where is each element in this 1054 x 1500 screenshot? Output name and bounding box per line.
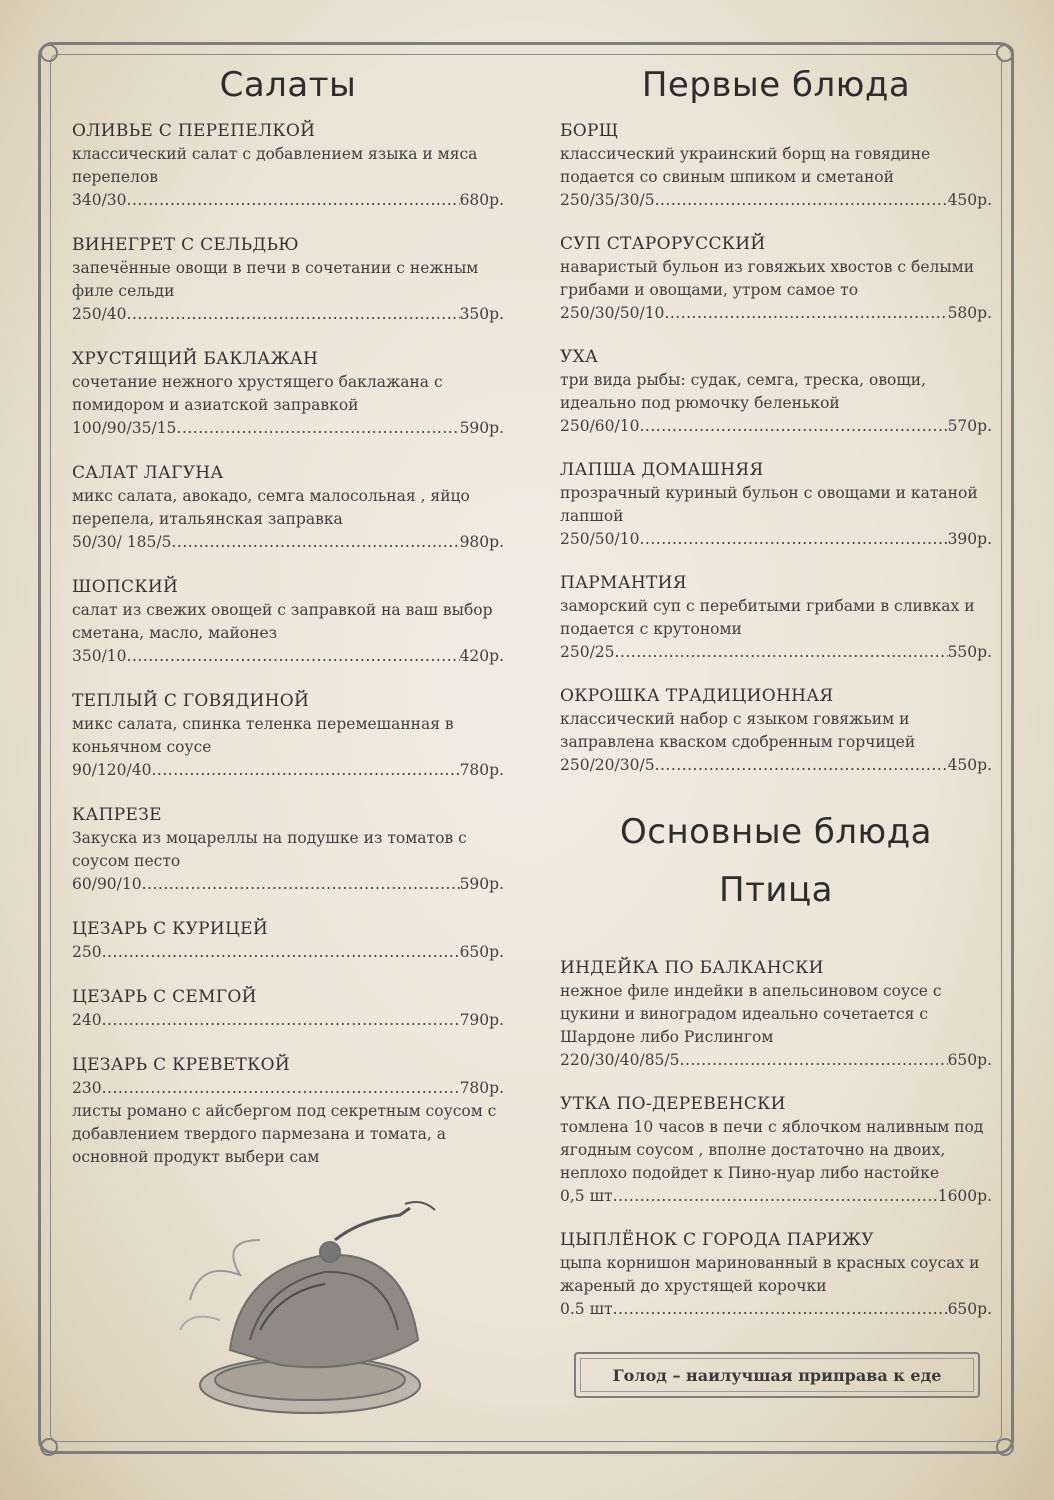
item-price: 980р.: [459, 533, 504, 551]
item-weight: 0.5 шт: [560, 1300, 613, 1318]
item-weight: 240: [72, 1011, 102, 1029]
item-description: нежное филе индейки в апельсиновом соусе с: [560, 982, 942, 1000]
item-description: лапшой: [560, 507, 624, 525]
item-price: 590р.: [459, 419, 504, 437]
menu-item: [72, 804, 504, 896]
item-weight: 250/20/30/5: [560, 756, 655, 774]
dot-leader: [615, 641, 948, 664]
caesar-note: листы романо с айсбергом под секретным соусом с: [72, 1102, 497, 1120]
item-price-row: [560, 641, 992, 664]
menu-item: [72, 1054, 504, 1100]
item-name: ЛАПША ДОМАШНЯЯ: [560, 460, 764, 480]
item-weight: 250/25: [560, 643, 615, 661]
item-price: 580р.: [947, 304, 992, 322]
item-price-row: [72, 303, 504, 326]
item-description: сочетание нежного хрустящего баклажана с: [72, 373, 443, 391]
item-weight: 100/90/35/15: [72, 419, 177, 437]
item-price: 780р.: [459, 1079, 504, 1097]
item-weight: 250/50/10: [560, 530, 640, 548]
item-price-row: [560, 1298, 992, 1321]
item-description: наваристый бульон из говяжьих хвостов с белыми: [560, 258, 975, 276]
item-name: ЦЕЗАРЬ С СЕМГОЙ: [72, 987, 257, 1007]
item-description: цыпа корнишон маринованный в красных соусах и: [560, 1254, 980, 1272]
dot-leader: [172, 531, 460, 554]
salads-column: [72, 60, 504, 1169]
item-weight: 340/30: [72, 191, 127, 209]
item-weight: 220/30/40/85/5: [560, 1051, 680, 1069]
item-price: 590р.: [459, 875, 504, 893]
mains-title: Основные блюда: [620, 812, 932, 852]
item-name: ИНДЕЙКА ПО БАЛКАНСКИ: [560, 958, 824, 978]
item-description: Закуска из моцареллы на подушке из томатов с: [72, 829, 467, 847]
item-description: подается со свиным шпиком и сметаной: [560, 168, 894, 186]
item-price-row: [72, 941, 504, 964]
dot-leader: [127, 645, 460, 668]
item-name: ШОПСКИЙ: [72, 577, 179, 597]
item-name: КАПРЕЗЕ: [72, 805, 162, 825]
item-price-row: [560, 1185, 992, 1208]
corner-ornament: [996, 44, 1014, 62]
item-weight: 0,5 шт: [560, 1187, 613, 1205]
menu-item: [72, 348, 504, 440]
menu-item: [560, 233, 992, 325]
item-description: ягодным соусом , вполне достаточно на двоих,: [560, 1141, 946, 1159]
caesar-note: добавлением твердого пармезана и томата, а: [72, 1125, 446, 1143]
menu-item: [72, 918, 504, 964]
item-price: 1600р.: [937, 1187, 992, 1205]
item-description: томлена 10 часов в печи с яблочком наливным под: [560, 1118, 984, 1136]
item-weight: 350/10: [72, 647, 127, 665]
item-price: 790р.: [459, 1011, 504, 1029]
item-weight: 250: [72, 943, 102, 961]
item-price: 650р.: [947, 1051, 992, 1069]
item-name: ВИНЕГРЕТ С СЕЛЬДЬЮ: [72, 235, 299, 255]
item-name: ТЕПЛЫЙ С ГОВЯДИНОЙ: [72, 691, 310, 711]
item-price-row: [72, 873, 504, 896]
item-description: заморский суп с перебитыми грибами в сливках и: [560, 597, 975, 615]
item-price: 450р.: [947, 191, 992, 209]
cloche-illustration: [160, 1180, 460, 1440]
dot-leader: [680, 1049, 948, 1072]
item-name: ПАРМАНТИЯ: [560, 573, 687, 593]
item-description: коньячном соусе: [72, 738, 212, 756]
item-description: классический салат с добавлением языка и мяса: [72, 145, 478, 163]
item-description: сметана, масло, майонез: [72, 624, 278, 642]
item-description: помидором и азиатской заправкой: [72, 396, 359, 414]
item-price-row: [72, 759, 504, 782]
item-weight: 250/40: [72, 305, 127, 323]
item-price-row: [72, 1077, 504, 1100]
menu-item: [560, 1093, 992, 1208]
item-description: грибами и овощами, утром самое то: [560, 281, 859, 299]
item-price-row: [560, 1049, 992, 1072]
item-price: 570р.: [947, 417, 992, 435]
item-description: перепелов: [72, 168, 159, 186]
item-description: классический украинский борщ на говядине: [560, 145, 931, 163]
item-description: перепела, итальянская заправка: [72, 510, 343, 528]
item-price: 650р.: [947, 1300, 992, 1318]
right-column: [560, 60, 992, 1321]
item-price: 780р.: [459, 761, 504, 779]
item-description: заправлена кваском сдобренным горчицей: [560, 733, 916, 751]
dot-leader: [639, 528, 947, 551]
dot-leader: [655, 754, 948, 777]
dot-leader: [127, 303, 460, 326]
item-price-row: [72, 645, 504, 668]
corner-ornament: [996, 1438, 1014, 1456]
menu-item: [560, 120, 992, 212]
menu-item: [72, 576, 504, 668]
dot-leader: [102, 1077, 460, 1100]
soups-list: [560, 120, 992, 777]
item-name: ХРУСТЯЩИЙ БАКЛАЖАН: [72, 349, 319, 369]
dot-leader: [664, 302, 947, 325]
item-description: филе сельди: [72, 282, 175, 300]
item-price: 420р.: [459, 647, 504, 665]
item-weight: 250/35/30/5: [560, 191, 655, 209]
salads-title: Салаты: [219, 65, 357, 105]
item-description: классический набор с языком говяжьим и: [560, 710, 910, 728]
item-description: прозрачный куриный бульон с овощами и катаной: [560, 484, 978, 502]
item-price-row: [560, 415, 992, 438]
dot-leader: [142, 873, 460, 896]
item-price: 680р.: [459, 191, 504, 209]
quote-box: [574, 1352, 980, 1398]
item-description: соусом песто: [72, 852, 181, 870]
item-weight: 230: [72, 1079, 102, 1097]
item-description: салат из свежих овощей с заправкой на ваш выбор: [72, 601, 493, 619]
item-weight: 50/30/ 185/5: [72, 533, 172, 551]
menu-item: [72, 986, 504, 1032]
menu-item: [72, 120, 504, 212]
item-price-row: [560, 754, 992, 777]
item-price: 390р.: [947, 530, 992, 548]
dot-leader: [102, 1009, 460, 1032]
item-price: 550р.: [947, 643, 992, 661]
menu-item: [72, 234, 504, 326]
item-description: идеально под рюмочку беленькой: [560, 394, 840, 412]
item-weight: 90/120/40: [72, 761, 152, 779]
item-name: ОКРОШКА ТРАДИЦИОННАЯ: [560, 686, 834, 706]
item-description: три вида рыбы: судак, семга, треска, овощи,: [560, 371, 927, 389]
dot-leader: [639, 415, 947, 438]
item-price: 350р.: [459, 305, 504, 323]
item-weight: 250/30/50/10: [560, 304, 665, 322]
item-price-row: [560, 189, 992, 212]
item-description: жареный до хрустящей корочки: [560, 1277, 827, 1295]
dot-leader: [176, 417, 459, 440]
item-name: БОРЩ: [560, 121, 619, 141]
item-name: ЦЕЗАРЬ С КУРИЦЕЙ: [72, 919, 268, 939]
menu-item: [72, 690, 504, 782]
menu-item: [560, 957, 992, 1072]
item-name: СУП СТАРОРУССКИЙ: [560, 234, 766, 254]
item-name: САЛАТ ЛАГУНА: [72, 463, 224, 483]
menu-item: [560, 1229, 992, 1321]
mains-list: [560, 957, 992, 1321]
item-name: ЦЫПЛЁНОК С ГОРОДА ПАРИЖУ: [560, 1230, 874, 1250]
item-description: неплохо подойдет к Пино-нуар либо настойке: [560, 1164, 940, 1182]
dot-leader: [151, 759, 459, 782]
item-price: 450р.: [947, 756, 992, 774]
menu-item: [560, 459, 992, 551]
dot-leader: [102, 941, 460, 964]
item-price-row: [72, 531, 504, 554]
quote-text: Голод – наилучшая приправа к еде: [612, 1365, 942, 1385]
dot-leader: [127, 189, 460, 212]
corner-ornament: [40, 1438, 58, 1456]
item-price: 650р.: [459, 943, 504, 961]
caesar-note: основной продукт выбери сам: [72, 1148, 320, 1166]
item-description: микс салата, спинка теленка перемешанная в: [72, 715, 454, 733]
item-price-row: [72, 1009, 504, 1032]
salads-list: [72, 120, 504, 1169]
item-description: подается с крутономи: [560, 620, 742, 638]
corner-ornament: [40, 44, 58, 62]
mains-subtitle: Птица: [719, 870, 833, 910]
item-name: УТКА ПО-ДЕРЕВЕНСКИ: [560, 1094, 786, 1114]
menu-item: [560, 572, 992, 664]
item-price-row: [560, 528, 992, 551]
soups-title: Первые блюда: [641, 65, 911, 105]
item-price-row: [72, 189, 504, 212]
menu-item: [72, 462, 504, 554]
item-name: ЦЕЗАРЬ С КРЕВЕТКОЙ: [72, 1055, 290, 1075]
menu-item: [560, 346, 992, 438]
item-description: цукини и виноградом идеально сочетается с: [560, 1005, 929, 1023]
item-name: УХА: [560, 347, 599, 367]
item-description: запечённые овощи в печи в сочетании с нежным: [72, 259, 479, 277]
dot-leader: [655, 189, 948, 212]
item-description: микс салата, авокадо, семга малосольная , яйцо: [72, 487, 470, 505]
item-weight: 60/90/10: [72, 875, 142, 893]
dot-leader: [613, 1298, 948, 1321]
dot-leader: [613, 1185, 938, 1208]
item-price-row: [560, 302, 992, 325]
item-price-row: [72, 417, 504, 440]
item-description: Шардоне либо Рислингом: [560, 1028, 774, 1046]
item-weight: 250/60/10: [560, 417, 640, 435]
menu-item: [560, 685, 992, 777]
item-name: ОЛИВЬЕ С ПЕРЕПЕЛКОЙ: [72, 121, 316, 141]
